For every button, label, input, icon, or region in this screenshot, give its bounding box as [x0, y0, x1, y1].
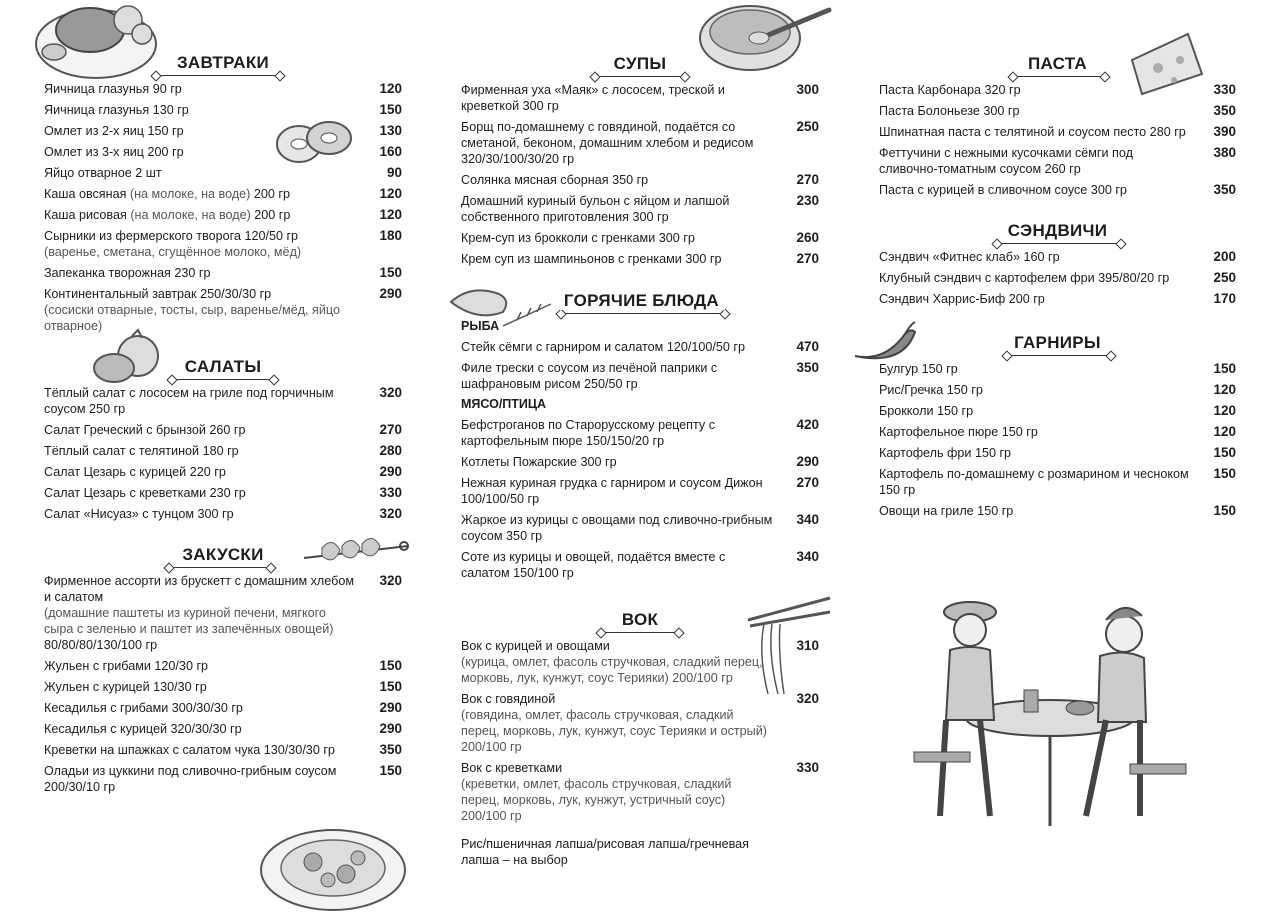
menu-item-price: 290 — [379, 464, 402, 479]
menu-item-name-block — [44, 286, 370, 334]
menu-item-price: 420 — [796, 417, 819, 432]
menu-item-name-block — [461, 549, 787, 581]
menu-item-name-block — [44, 385, 370, 417]
menu-item-price: 320 — [796, 691, 819, 706]
menu-item-description: (креветки, омлет, фасоль стручковая, сладкий перец, морковь, лук, кунжут, устричный соус) 200/100 гр — [461, 777, 732, 823]
menu-item-name-block — [879, 424, 1204, 440]
menu-item-name: Сэндвич «Фитнес клаб» 160 гр — [879, 250, 1060, 264]
menu-item-name-block — [44, 186, 370, 202]
menu-item-price: 120 — [379, 207, 402, 222]
menu-item-name-block — [461, 454, 787, 470]
menu-item-note: (на молоке, на воде) — [129, 187, 251, 201]
menu-item — [879, 466, 1236, 498]
menu-item-price: 150 — [1213, 445, 1236, 460]
menu-item-price: 160 — [379, 144, 402, 159]
menu-item — [461, 512, 819, 544]
menu-item-name-block — [461, 193, 787, 225]
menu-item-price: 290 — [379, 286, 402, 301]
menu-item-price: 320 — [379, 573, 402, 588]
menu-item-name-block — [879, 503, 1204, 519]
menu-item-name: Фирменная уха «Маяк» с лососем, треской и креветкой 300 гр — [461, 83, 725, 113]
menu-item-name: Булгур 150 гр — [879, 362, 958, 376]
menu-item-name-block — [461, 475, 787, 507]
menu-item-name: Картофель по-домашнему с розмарином и чесноком 150 гр — [879, 467, 1189, 497]
menu-item-price: 150 — [379, 265, 402, 280]
menu-item-description: (варенье, сметана, сгущённое молоко, мёд) — [44, 245, 302, 259]
menu-item-name: Салат Цезарь с курицей 220 гр — [44, 465, 226, 479]
hot-title: ГОРЯЧИЕ БЛЮДА — [558, 291, 725, 310]
menu-item-weight: 200 гр — [253, 187, 290, 201]
menu-item — [44, 165, 402, 181]
soup-bowl-illustration — [695, 0, 835, 82]
menu-item — [44, 506, 402, 522]
menu-item-price: 290 — [379, 721, 402, 736]
menu-item-name: Омлет из 2-х яиц 150 гр — [44, 124, 184, 138]
menu-item-name-block — [461, 119, 787, 167]
menu-item-name: Оладьи из цуккини под сливочно-грибным соусом 200/30/10 гр — [44, 764, 337, 794]
menu-item-price: 290 — [379, 700, 402, 715]
menu-item-name: Яичница глазунья 130 гр — [44, 103, 189, 117]
menu-item — [44, 443, 402, 459]
menu-item-weight: 80/80/80/130/100 гр — [44, 638, 158, 652]
menu-item-name: Крем суп из шампиньонов с гренками 300 гр — [461, 252, 722, 266]
menu-item-price: 350 — [379, 742, 402, 757]
menu-item — [461, 417, 819, 449]
menu-item-name: Креветки на шпажках с салатом чука 130/30/30 гр — [44, 743, 335, 757]
menu-item-price: 350 — [1213, 103, 1236, 118]
menu-item-name-block — [44, 464, 370, 480]
menu-item-price: 150 — [1213, 361, 1236, 376]
sides-list — [879, 361, 1236, 519]
menu-item-price: 290 — [796, 454, 819, 469]
sandwiches-title: СЭНДВИЧИ — [1002, 221, 1114, 240]
menu-item-name-block — [879, 124, 1204, 140]
menu-item — [879, 270, 1236, 286]
noodles-chopsticks-illustration — [744, 594, 834, 698]
tomato-illustration — [92, 328, 164, 386]
menu-item-name: Солянка мясная сборная 350 гр — [461, 173, 649, 187]
menu-item — [44, 721, 402, 737]
menu-item-price: 270 — [796, 251, 819, 266]
menu-item-description: (курица, омлет, фасоль стручковая, сладкий перец, морковь, лук, кунжут, соус Терияки) 200/100 гр — [461, 655, 763, 685]
menu-item — [461, 691, 819, 755]
shrimp-skewer-illustration — [300, 534, 412, 576]
menu-item — [879, 403, 1236, 419]
menu-item-name-block — [44, 485, 370, 501]
menu-item-name-block — [879, 291, 1204, 307]
menu-item-price: 300 — [796, 82, 819, 97]
cheese-illustration — [1128, 30, 1206, 98]
salads-list — [44, 385, 402, 522]
menu-item-price: 150 — [379, 763, 402, 778]
menu-item-price: 330 — [1213, 82, 1236, 97]
menu-item-name: Сырники из фермерского творога 120/50 гр — [44, 229, 299, 243]
menu-item — [44, 228, 402, 260]
menu-item-name-block — [461, 512, 787, 544]
menu-item-name-block — [44, 422, 370, 438]
menu-item — [461, 193, 819, 225]
menu-item-price: 390 — [1213, 124, 1236, 139]
menu-item-name-block — [461, 82, 787, 114]
menu-item-name: Каша овсяная — [44, 187, 127, 201]
menu-item-price: 150 — [1213, 503, 1236, 518]
menu-item — [461, 549, 819, 581]
menu-item — [461, 82, 819, 114]
menu-item-price: 120 — [1213, 424, 1236, 439]
salad-bowl-illustration — [258, 824, 408, 912]
menu-item-name: Домашний куриный бульон с яйцом и лапшой собственного приготовления 300 гр — [461, 194, 730, 224]
menu-item-name: Рис/Гречка 150 гр — [879, 383, 983, 397]
menu-item-name-block — [44, 658, 370, 674]
menu-item — [44, 265, 402, 281]
menu-item-name-block — [44, 81, 370, 97]
menu-item — [461, 475, 819, 507]
menu-item — [879, 361, 1236, 377]
menu-item-name: Шпинатная паста с телятиной и соусом песто 280 гр — [879, 125, 1186, 139]
menu-item-price: 340 — [796, 512, 819, 527]
menu-item-name: Нежная куриная грудка с гарниром и соусом Дижон 100/100/50 гр — [461, 476, 763, 506]
menu-item — [44, 385, 402, 417]
menu-item — [44, 679, 402, 695]
menu-item — [461, 172, 819, 188]
menu-item-name: Картофель фри 150 гр — [879, 446, 1012, 460]
menu-item-name: Филе трески с соусом из печёной паприки с шафрановым рисом 250/50 гр — [461, 361, 718, 391]
menu-item-description: (домашние паштеты из куриной печени, мягкого сыра с зеленью и паштет из запечённых овощей) — [44, 606, 334, 636]
menu-item-price: 150 — [379, 102, 402, 117]
menu-item-price: 320 — [379, 506, 402, 521]
menu-item-name: Котлеты Пожарские 300 гр — [461, 455, 617, 469]
menu-item-name-block — [44, 443, 370, 459]
section-soups — [461, 54, 819, 272]
menu-item-name-block — [461, 339, 787, 355]
menu-item — [461, 360, 819, 392]
menu-item-description: (говядина, омлет, фасоль стручковая, сладкий перец, морковь, лук, кунжут, соус Терияки и острый) 200/100 гр — [461, 708, 767, 754]
menu-item-name: Тёплый салат с лососем на гриле под горчичным соусом 250 гр — [44, 386, 334, 416]
menu-item-name: Вок с курицей и овощами — [461, 639, 610, 653]
menu-item — [44, 742, 402, 758]
menu-item — [44, 422, 402, 438]
menu-item — [44, 700, 402, 716]
section-title — [879, 333, 1236, 355]
menu-item-description: (сосиски отварные, тосты, сыр, варенье/мёд, яйцо отварное) — [44, 303, 340, 333]
menu-item-name: Вок с креветками — [461, 761, 563, 775]
chili-pepper-illustration — [853, 318, 919, 364]
menu-item-name-block — [461, 172, 787, 188]
menu-item-name-block — [44, 165, 370, 181]
menu-item-price: 330 — [379, 485, 402, 500]
menu-item-name-block — [44, 265, 370, 281]
menu-item-price: 230 — [796, 193, 819, 208]
menu-item-name: Тёплый салат с телятиной 180 гр — [44, 444, 239, 458]
menu-item — [44, 207, 402, 223]
menu-item-price: 180 — [379, 228, 402, 243]
menu-item — [879, 503, 1236, 519]
menu-item — [879, 103, 1236, 119]
menu-item-price: 150 — [379, 658, 402, 673]
menu-item-price: 170 — [1213, 291, 1236, 306]
menu-item-name: Жаркое из курицы с овощами под сливочно-грибным соусом 350 гр — [461, 513, 773, 543]
menu-item-name-block — [44, 742, 370, 758]
menu-item — [44, 81, 402, 97]
section-sandwiches — [879, 221, 1236, 312]
menu-item-price: 350 — [1213, 182, 1236, 197]
menu-item-name: Картофельное пюре 150 гр — [879, 425, 1038, 439]
soups-list — [461, 82, 819, 267]
menu-item-name: Кесадилья с грибами 300/30/30 гр — [44, 701, 243, 715]
menu-item-name: Феттучини с нежными кусочками сёмги под сливочно-томатным соусом 260 гр — [879, 146, 1133, 176]
menu-item-name-block — [44, 679, 370, 695]
menu-item — [879, 445, 1236, 461]
menu-item-name-block — [44, 506, 370, 522]
menu-item-price: 320 — [379, 385, 402, 400]
menu-item-price: 270 — [796, 475, 819, 490]
menu-item — [44, 102, 402, 118]
meat-list — [461, 417, 819, 581]
menu-item-name-block — [461, 638, 787, 686]
menu-item — [879, 145, 1236, 177]
snacks-list — [44, 573, 402, 795]
menu-item-name-block — [461, 417, 787, 449]
breakfast-title: ЗАВТРАКИ — [171, 53, 275, 72]
meat-label: МЯСО/ПТИЦА — [461, 397, 547, 411]
menu-item-name-block — [44, 102, 370, 118]
menu-item-name: Кесадилья с курицей 320/30/30 гр — [44, 722, 242, 736]
menu-item-price: 270 — [796, 172, 819, 187]
menu-item-price: 380 — [1213, 145, 1236, 160]
pasta-list — [879, 82, 1236, 198]
section-hot-dishes — [461, 291, 819, 586]
menu-item-name: Клубный сэндвич с картофелем фри 395/80/20 гр — [879, 271, 1170, 285]
soups-title: СУПЫ — [608, 54, 673, 73]
menu-item-name-block — [879, 249, 1204, 265]
menu-item-price: 350 — [796, 360, 819, 375]
menu-item-price: 120 — [1213, 382, 1236, 397]
menu-item-name: Паста Карбонара 320 гр — [879, 83, 1021, 97]
menu-item-name: Овощи на гриле 150 гр — [879, 504, 1014, 518]
menu-item-name-block — [44, 573, 370, 653]
menu-item-name-block — [461, 230, 787, 246]
menu-item-price: 120 — [379, 81, 402, 96]
menu-item — [461, 119, 819, 167]
menu-item-price: 310 — [796, 638, 819, 653]
menu-item-price: 150 — [1213, 466, 1236, 481]
menu-item-price: 250 — [1213, 270, 1236, 285]
section-title — [879, 221, 1236, 243]
wok-noodle-note: Рис/пшеничная лапша/рисовая лапша/гречневая лапша – на выбор — [461, 837, 749, 867]
menu-item-price: 270 — [379, 422, 402, 437]
menu-item-price: 250 — [796, 119, 819, 134]
menu-item-price: 120 — [379, 186, 402, 201]
menu-item — [879, 382, 1236, 398]
menu-item-name: Брокколи 150 гр — [879, 404, 974, 418]
menu-item-price: 200 — [1213, 249, 1236, 264]
menu-item-name-block — [879, 182, 1204, 198]
menu-item — [461, 760, 819, 824]
wok-title: ВОК — [616, 610, 664, 629]
menu-item-name-block — [879, 382, 1204, 398]
menu-item-name-block — [44, 763, 370, 795]
menu-item-price: 470 — [796, 339, 819, 354]
menu-item — [44, 485, 402, 501]
donuts-illustration — [275, 118, 355, 164]
menu-item-name-block — [879, 145, 1204, 177]
menu-item-name: Континентальный завтрак 250/30/30 гр — [44, 287, 272, 301]
sides-title: ГАРНИРЫ — [1008, 333, 1107, 352]
snacks-title: ЗАКУСКИ — [176, 545, 269, 564]
menu-item-name-block — [879, 361, 1204, 377]
menu-item — [879, 424, 1236, 440]
menu-item — [44, 573, 402, 653]
menu-item-name: Яичница глазунья 90 гр — [44, 82, 182, 96]
menu-item-name-block — [879, 466, 1204, 498]
menu-item-name: Сэндвич Харрис-Биф 200 гр — [879, 292, 1045, 306]
fish-label: РЫБА — [461, 319, 500, 333]
menu-item — [44, 464, 402, 480]
menu-item-name-block — [879, 445, 1204, 461]
pasta-title: ПАСТА — [1022, 54, 1093, 73]
menu-item-name-block — [879, 270, 1204, 286]
menu-item-name-block — [461, 691, 787, 755]
menu-item — [879, 291, 1236, 307]
menu-item-name-block — [879, 403, 1204, 419]
menu-item-price: 330 — [796, 760, 819, 775]
menu-item-price: 90 — [386, 165, 402, 180]
menu-item-name: Салат «Нисуаз» с тунцом 300 гр — [44, 507, 234, 521]
menu-item-name: Омлет из 3-х яиц 200 гр — [44, 145, 184, 159]
menu-item — [461, 454, 819, 470]
steak-plate-illustration — [32, 0, 162, 82]
menu-item — [44, 186, 402, 202]
menu-item — [879, 182, 1236, 198]
menu-item-price: 150 — [379, 679, 402, 694]
sandwiches-list — [879, 249, 1236, 307]
menu-item — [44, 286, 402, 334]
menu-item-name: Соте из курицы и овощей, подаётся вместе с салатом 150/100 гр — [461, 550, 726, 580]
menu-item-name: Борщ по-домашнему с говядиной, подаётся со сметаной, беконом, домашним хлебом и редисом 320/30/100/30/20 гр — [461, 120, 754, 166]
menu-item-price: 340 — [796, 549, 819, 564]
section-sides — [879, 333, 1236, 524]
menu-item-name: Бефстроганов по Старорусскому рецепту с картофельным пюре 150/150/20 гр — [461, 418, 715, 448]
menu-item-name: Салат Греческий с брынзой 260 гр — [44, 423, 246, 437]
salads-title: САЛАТЫ — [179, 357, 268, 376]
menu-item-name: Запеканка творожная 230 гр — [44, 266, 211, 280]
menu-item-price: 280 — [379, 443, 402, 458]
fish-steak-illustration — [447, 282, 557, 334]
menu-item-name: Салат Цезарь с креветками 230 гр — [44, 486, 246, 500]
fish-list — [461, 339, 819, 392]
menu-item — [879, 249, 1236, 265]
section-breakfast — [44, 53, 402, 339]
menu-item — [44, 658, 402, 674]
menu-item-name: Паста Болоньезе 300 гр — [879, 104, 1020, 118]
couple-cafe-illustration — [910, 590, 1200, 836]
menu-item-name: Яйцо отварное 2 шт — [44, 166, 162, 180]
menu-item — [461, 251, 819, 267]
menu-item-name-block — [44, 207, 370, 223]
menu-item-name: Жульен с грибами 120/30 гр — [44, 659, 209, 673]
menu-item-name-block — [44, 228, 370, 260]
menu-item-name-block — [461, 760, 787, 824]
menu-item — [461, 339, 819, 355]
menu-item-weight: 200 гр — [254, 208, 291, 222]
menu-item — [44, 763, 402, 795]
menu-item-price: 120 — [1213, 403, 1236, 418]
menu-item-name: Фирменное ассорти из брускетт с домашним хлебом и салатом — [44, 574, 355, 604]
menu-item-price: 130 — [379, 123, 402, 138]
menu-item — [879, 124, 1236, 140]
menu-item-name-block — [44, 700, 370, 716]
menu-item-name: Вок с говядиной — [461, 692, 556, 706]
section-snacks — [44, 545, 402, 800]
menu-item-name-block — [461, 360, 787, 392]
menu-item-name: Стейк сёмги с гарниром и салатом 120/100/50 гр — [461, 340, 745, 354]
menu-item-name: Паста с курицей в сливочном соусе 300 гр — [879, 183, 1127, 197]
menu-item-note: (на молоке, на воде) — [130, 208, 251, 222]
menu-item-name-block — [44, 721, 370, 737]
menu-item-price: 260 — [796, 230, 819, 245]
menu-item — [461, 230, 819, 246]
menu-item-name-block — [461, 251, 787, 267]
menu-item-name: Жульен с курицей 130/30 гр — [44, 680, 207, 694]
menu-item-name: Крем-суп из брокколи с гренками 300 гр — [461, 231, 695, 245]
menu-item-name-block — [879, 103, 1204, 119]
menu-item-name: Каша рисовая — [44, 208, 127, 222]
